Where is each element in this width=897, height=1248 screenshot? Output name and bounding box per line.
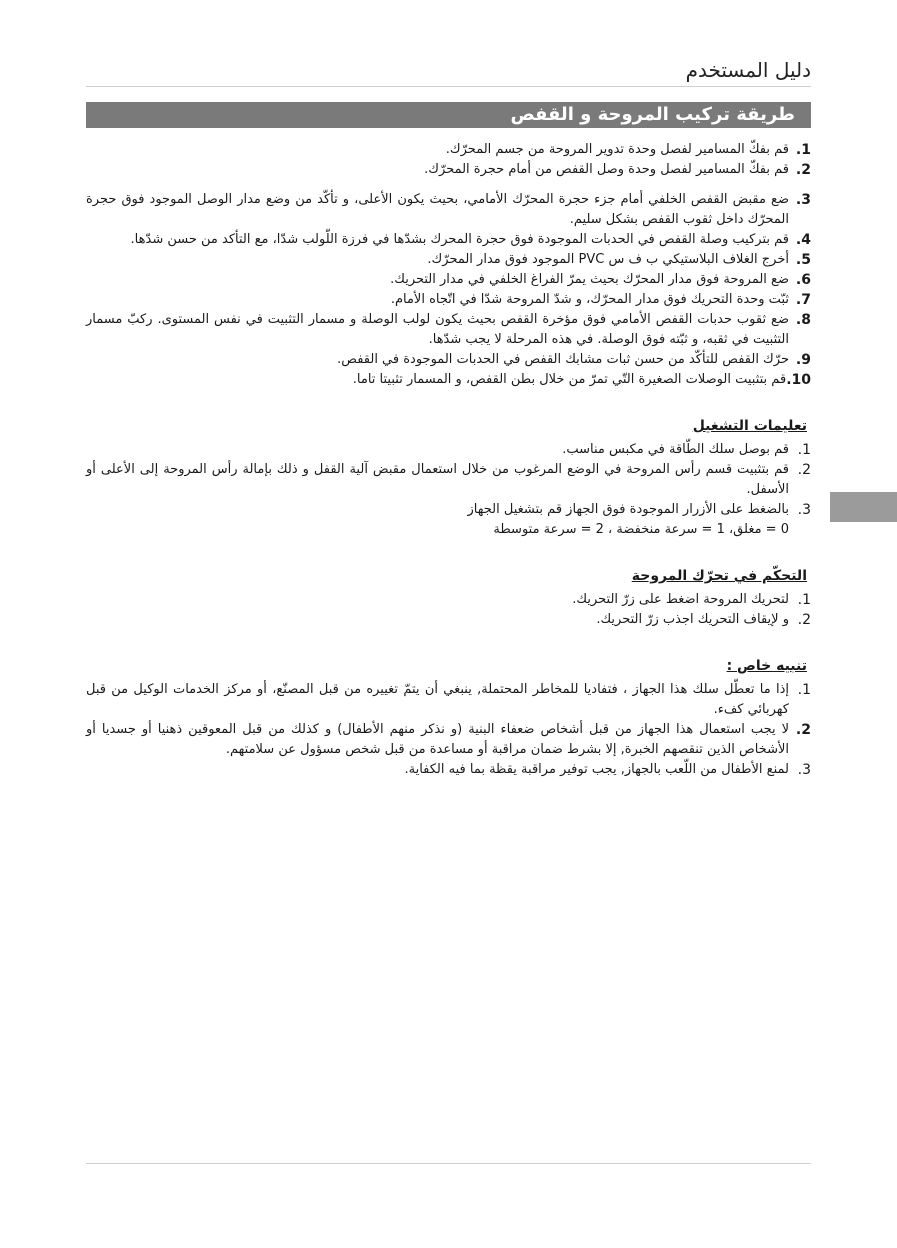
list-item: 1. إذا ما تعطّل سلك هذا الجهاز ، فتفاديا للمخاطر المحتملة, ينبغي أن يتمّ تغييره من قبل المصنّع، أو مركز الخدمات الوكيل من قبل كهربائي كفء. [86, 682, 811, 717]
list-item: 2. قم بفكّ المسامير لفصل وحدة وصل القفص من أمام حجرة المحرّك. [424, 162, 811, 178]
list-item: 8. ضع ثقوب حدبات القفص الأمامي فوق مؤخرة القفص بحيث يكون لولب الوصلة و مسمار التثبيت في نفس المستوى. ركبّ مسمار التثبيت في ثقبه، و ثبّته فوق الوصلة. في هذه المرحلة لا يجب شدّها. [86, 312, 811, 347]
special-warning [86, 656, 811, 780]
list-item: 7. ثبّت وحدة التحريك فوق مدار المحرّك، و شدّ المروحة شدّا في اتّجاه الأمام. [390, 292, 811, 308]
speed-settings: 0 = مغلق، 1 = سرعة منخفضة ، 2 = سرعة متوسطة [493, 522, 789, 537]
section-title: تعليمات التشغيل [692, 418, 807, 434]
section-title: التحكّم في تحرّك المروحة [631, 568, 807, 584]
list-item: 3. بالضغط على الأزرار الموجودة فوق الجهاز قم بتشغيل الجهاز [467, 502, 811, 518]
list-item: 1. قم بوصل سلك الطّاقة في مكبس مناسب. [562, 442, 811, 458]
list-item: 2. لا يجب استعمال هذا الجهاز من قبل أشخاص ضعفاء البنية (و نذكر منهم الأطفال) و كذلك من قبل المعوقين ذهنيا أو جسديا أو الأشخاص الذين تنقصهم الخبرة, إلا بشرط ضمان مراقبة أو مساعدة من قبل شخص مسؤول عن سلامتهم. [86, 722, 811, 757]
list-item: 5. أخرج الغلاف البلاستيكي ب ف س PVC الموجود فوق مدار المحرّك. [427, 252, 811, 268]
section-title: تنبيه خاص : [726, 658, 807, 674]
operating-instructions [86, 416, 811, 540]
header-divider [86, 86, 811, 87]
manual-content [86, 140, 811, 780]
list-item: 2. قم بتثبيت قسم رأس المروحة في الوضع المرغوب من خلال استعمال مقبض آلية القفل و ذلك بإمالة رأس المروحة إلى الأعلى أو الأسفل. [86, 462, 811, 497]
list-item: 3. ضع مقبض القفص الخلفي أمام جزء حجرة المحرّك الأمامي، بحيث يكون الأعلى، و تأكّد من وضع مدار الوصل الموجود فوق حجرة المحرّك داخل ثقوب القفص بشكل سليم. [86, 192, 811, 227]
side-tab-marker [830, 492, 897, 522]
list-item: 4. قم بتركيب وصلة القفص في الحدبات الموجودة فوق حجرة المحرك بشدّها في فرزة اللّولب شدّا، مع التأكد من حسن شدّها. [130, 232, 811, 248]
fan-oscillation-control [86, 566, 811, 630]
list-item: 2. و لإيقاف التحريك اجذب زرّ التحريك. [596, 612, 811, 628]
list-item: 3. لمنع الأطفال من اللّعب بالجهاز, يجب توفير مراقبة يقظة بما فيه الكفاية. [404, 762, 811, 778]
list-item: 9. حرّك القفص للتأكّد من حسن ثبات مشابك القفص في الحدبات الموجودة في القفص. [337, 352, 811, 368]
section-banner: طريقة تركيب المروحة و القفص [86, 102, 811, 128]
list-item: 6. ضع المروحة فوق مدار المحرّك بحيث يمرّ الفراغ الخلفي في مدار التحريك. [390, 272, 811, 288]
assembly-steps [86, 140, 811, 390]
list-item: 1. لتحريك المروحة اضغط على زرّ التحريك. [572, 592, 811, 608]
footer-divider [86, 1163, 811, 1164]
list-item: 1. قم بفكّ المسامير لفصل وحدة تدوير المروحة من جسم المحرّك. [445, 142, 811, 158]
list-item: 10. قم بتثبيت الوصلات الصغيرة التّي تمرّ من خلال بطن القفص، و المسمار تثبيتا تاما. [352, 372, 811, 388]
page-header-title: دليل المستخدم [685, 58, 811, 82]
